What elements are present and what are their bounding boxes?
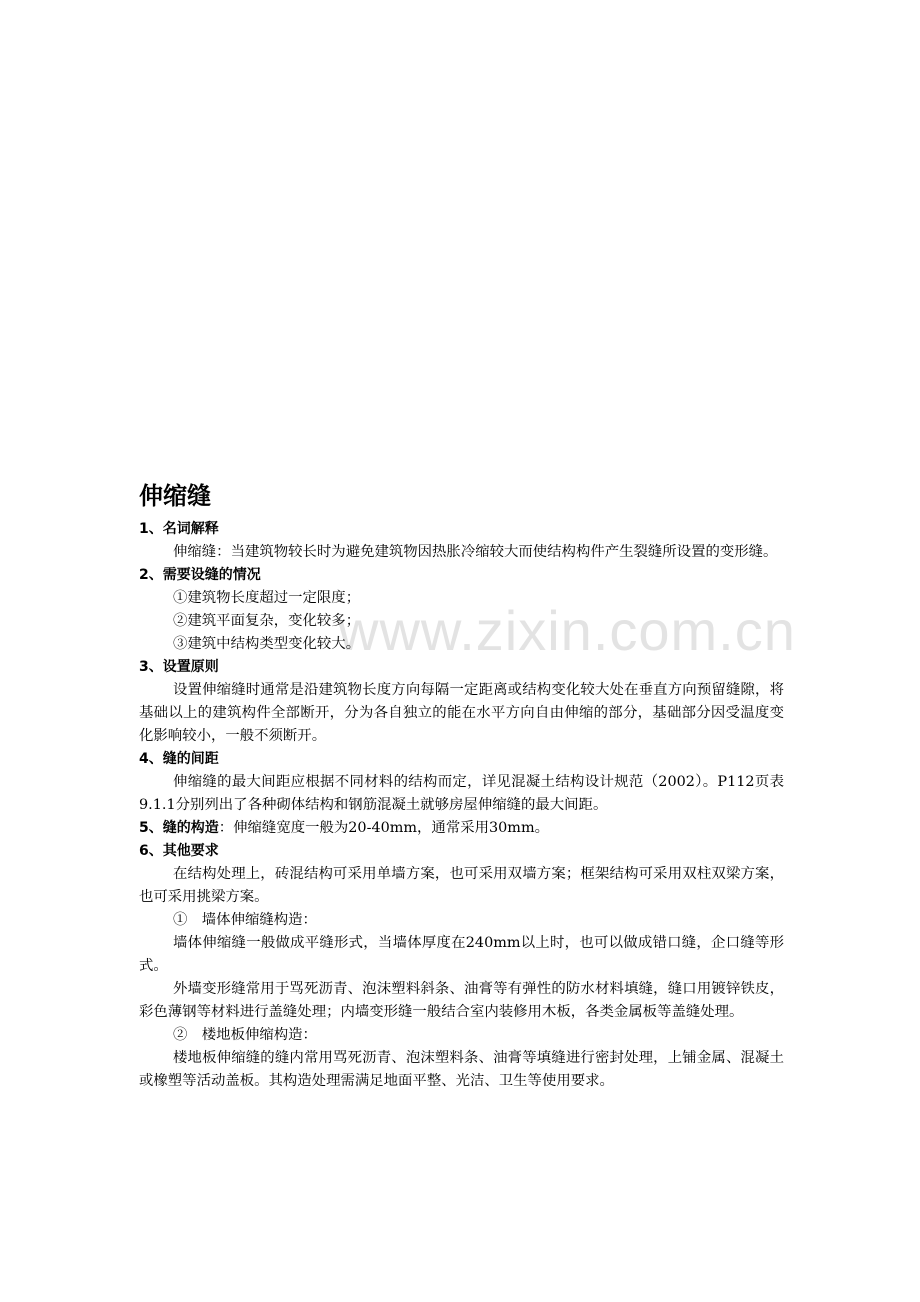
section-5-text: ：伸缩缝宽度一般为20-40mm，通常采用30mm。 [218,820,549,836]
section-5-heading: 5、缝的构造 [139,820,219,836]
section-3-heading: 3、设置原则 [139,659,219,675]
section-6-paragraph-4: 楼地板伸缩缝的缝内常用骂死沥青、泡沫塑料条、油膏等填缝进行密封处理，上铺金属、混凝土或橡塑等活动盖板。其构造处理需满足地面平整、光洁、卫生等使用要求。 [139,1050,784,1089]
section-6-paragraph-2: 墙体伸缩缝一般做成平缝形式，当墙体厚度在240mm以上时，也可以做成错口缝，企口缝等形式。 [139,935,784,974]
section-6-paragraph-1: 在结构处理上，砖混结构可采用单墙方案，也可采用双墙方案；框架结构可采用双柱双梁方案，也可采用挑梁方案。 [139,866,784,905]
section-1-paragraph: 伸缩缝：当建筑物较长时为避免建筑物因热胀冷缩较大而使结构构件产生裂缝所设置的变形缝。 [173,544,778,560]
section-5-line [139,817,784,840]
page-title: 伸缩缝 [139,482,211,510]
section-6-paragraph-3: 外墙变形缝常用于骂死沥青、泡沫塑料斜条、油膏等有弹性的防水材料填缝，缝口用镀锌铁皮，彩色薄钢等材料进行盖缝处理；内墙变形缝一般结合室内装修用木板，各类金属板等盖缝处理。 [139,981,784,1020]
list-item: ③建筑中结构类型变化较大。 [173,636,361,652]
list-item: ②建筑平面复杂，变化较多； [173,613,361,629]
section-6-subheading-2: ② 楼地板伸缩构造： [173,1027,317,1043]
section-4-heading: 4、缝的间距 [139,751,219,767]
document-body [139,480,784,1093]
section-6-heading: 6、其他要求 [139,843,219,859]
section-1-heading: 1、名词解释 [139,521,219,537]
section-2-heading: 2、需要设缝的情况 [139,567,261,583]
section-6-subheading-1: ① 墙体伸缩缝构造： [173,912,317,928]
section-3-paragraph: 设置伸缩缝时通常是沿建筑物长度方向每隔一定距离或结构变化较大处在垂直方向预留缝隙，将基础以上的建筑构件全部断开，分为各自独立的能在水平方向自由伸缩的部分，基础部分因受温度变化影响较小，一般不须断开。 [139,682,784,744]
section-4-paragraph: 伸缩缝的最大间距应根据不同材料的结构而定，详见混凝土结构设计规范（2002）。P112页表9.1.1分别列出了各种砌体结构和钢筋混凝土就够房屋伸缩缝的最大间距。 [139,774,784,813]
watermark: www.zixin.com.cn [338,599,796,662]
list-item: ①建筑物长度超过一定限度； [173,590,361,606]
